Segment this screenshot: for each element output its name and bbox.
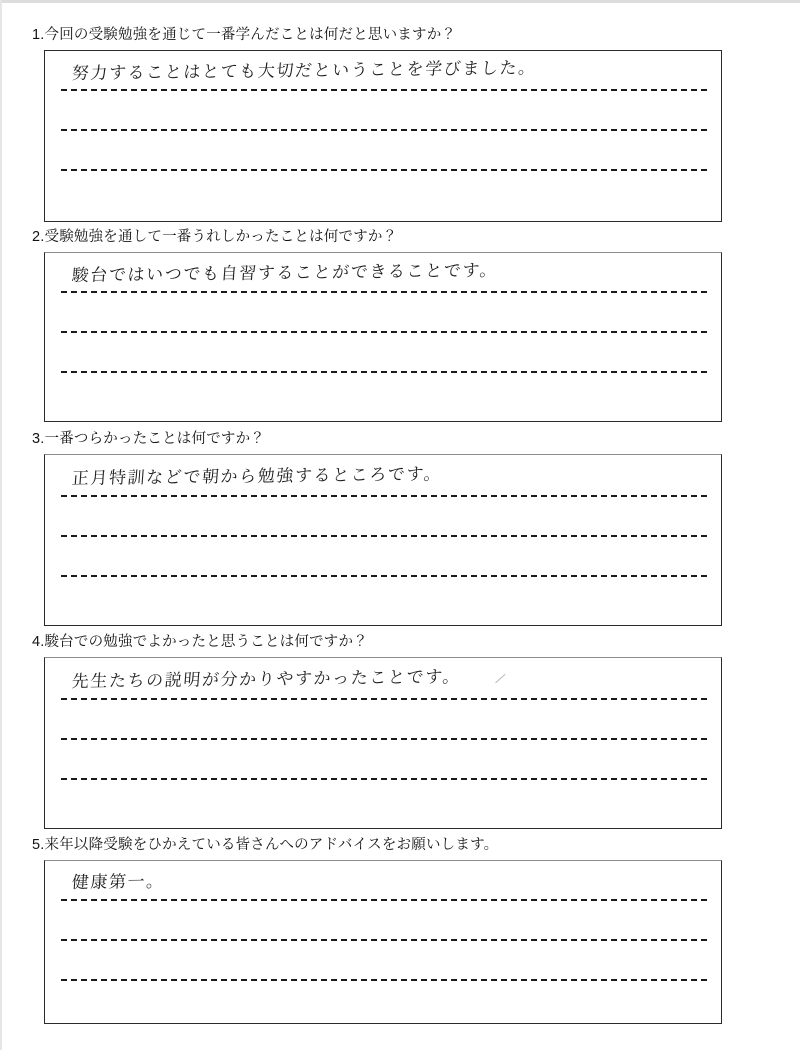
question-prompt-1: 1.今回の受験勉強を通じて一番学んだことは何だと思いますか？ xyxy=(32,27,457,43)
answer-box-2[interactable] xyxy=(44,252,722,422)
rule-line xyxy=(61,698,707,700)
rule-line xyxy=(61,371,707,373)
rule-line xyxy=(61,778,707,780)
handwritten-answer-3: 正月特訓などで朝から勉強するところです。 xyxy=(71,464,443,489)
rule-line xyxy=(61,575,707,577)
rule-line xyxy=(61,495,707,497)
answer-box-4[interactable] xyxy=(44,657,722,829)
rule-line xyxy=(61,535,707,537)
rule-line xyxy=(61,291,707,293)
question-prompt-2: 2.受験勉強を通して一番うれしかったことは何ですか？ xyxy=(32,229,398,245)
handwritten-answer-1: 努力することはとても大切だということを学びました。 xyxy=(71,58,538,84)
handwritten-answer-2: 駿台ではいつでも自習することができることです。 xyxy=(71,260,499,286)
question-prompt-5: 5.来年以降受験をひかえている皆さんへのアドバイスをお願いします。 xyxy=(32,837,499,853)
question-block-5 xyxy=(30,836,770,1024)
rule-line xyxy=(61,738,707,740)
question-prompt-3: 3.一番つらかったことは何ですか？ xyxy=(32,431,265,447)
answer-box-1[interactable] xyxy=(44,50,722,222)
rule-line xyxy=(61,169,707,171)
handwritten-answer-5: 健康第一。 xyxy=(71,871,166,893)
rule-line xyxy=(61,939,707,941)
handwritten-answer-4: 先生たちの説明が分かりやすかったことです。 xyxy=(71,667,462,692)
rule-line xyxy=(61,899,707,901)
rule-line xyxy=(61,89,707,91)
question-block-4 xyxy=(30,633,770,829)
question-block-1 xyxy=(30,26,770,222)
question-block-3 xyxy=(30,430,770,626)
question-prompt-4: 4.駿台での勉強でよかったと思うことは何ですか？ xyxy=(32,634,368,650)
answer-box-3[interactable] xyxy=(44,454,722,626)
stray-pen-mark xyxy=(495,674,506,684)
answer-box-5[interactable] xyxy=(44,860,722,1024)
question-block-2 xyxy=(30,228,770,422)
rule-line xyxy=(61,331,707,333)
rule-line xyxy=(61,979,707,981)
rule-line xyxy=(61,129,707,131)
